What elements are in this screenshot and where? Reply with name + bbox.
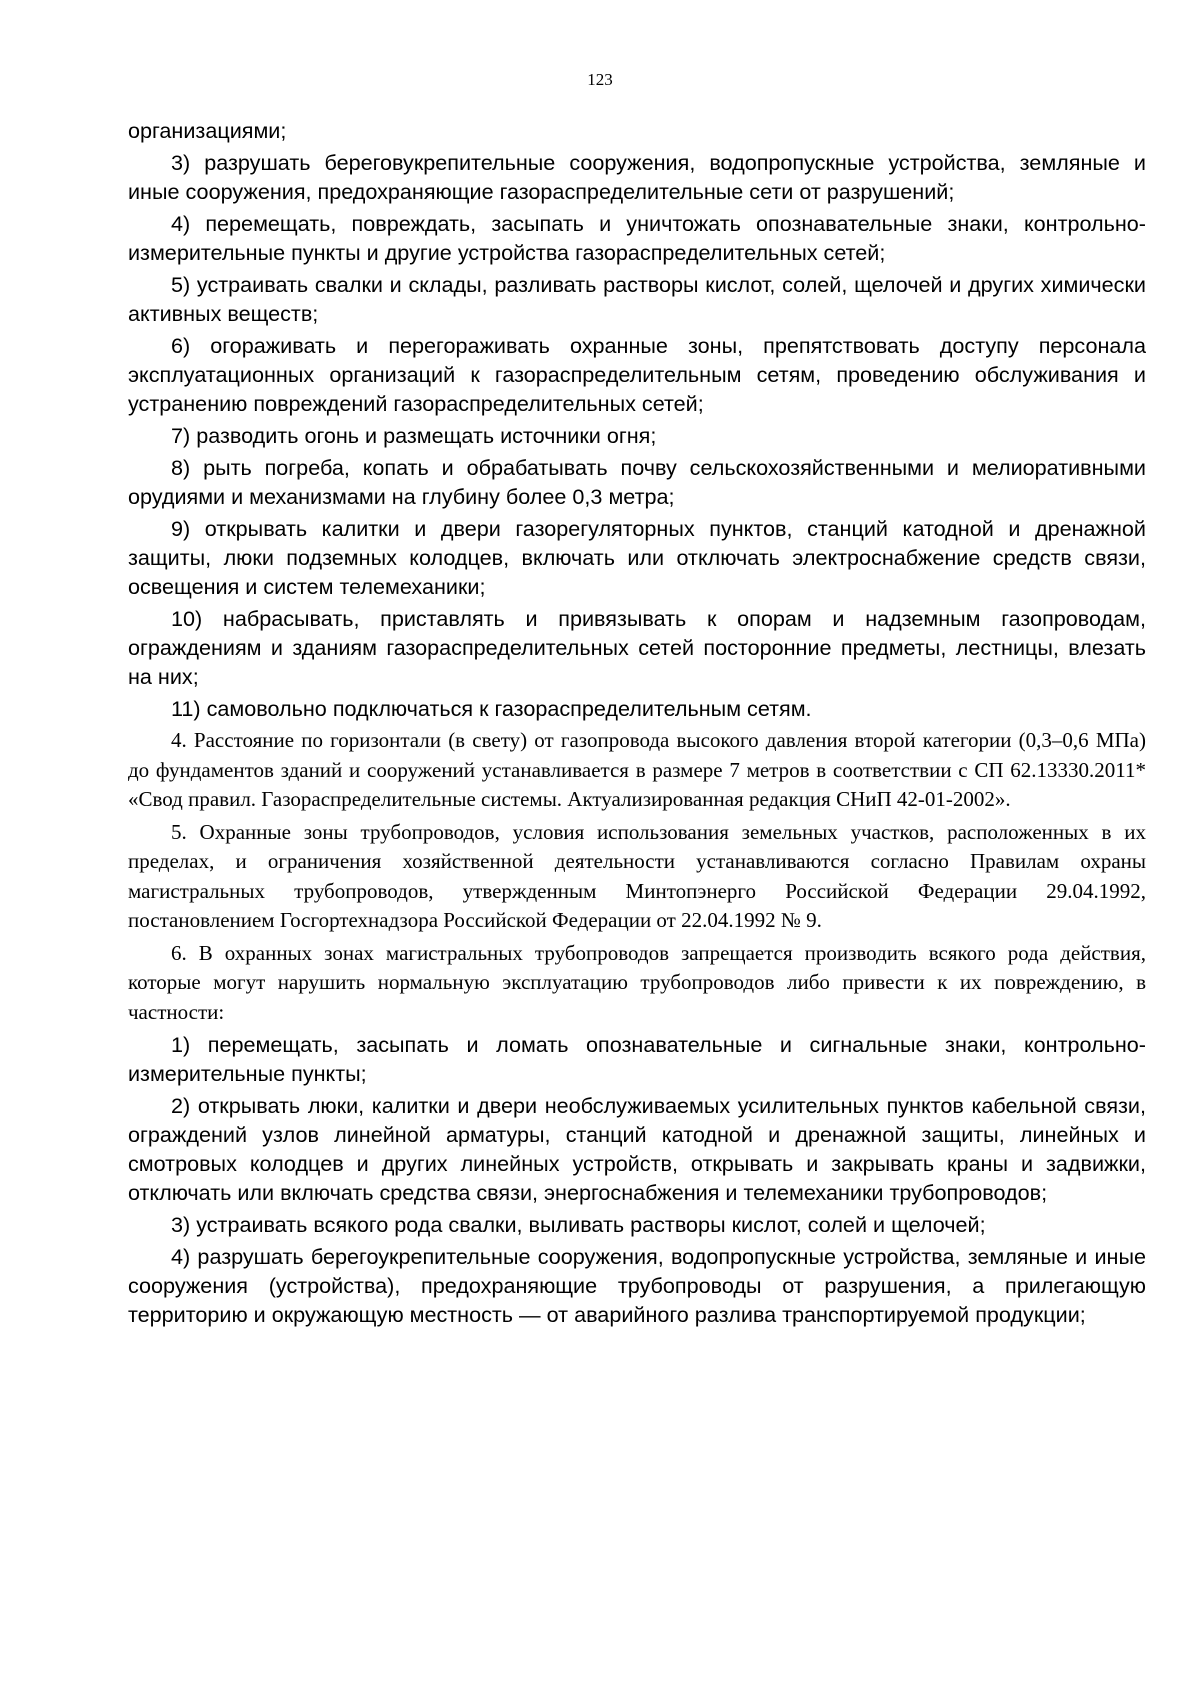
paragraph: 3) устраивать всякого рода свалки, выливать растворы кислот, солей и щелочей; (171, 1212, 986, 1237)
paragraph: 9) открывать калитки и двери газорегуляторных пунктов, станций катодной и дренажной защиты, люки подземных колодцев, включать или отключать электроснабжение средств связи, освещения и систем телемеханики; (128, 516, 1146, 599)
paragraph: 3) разрушать береговукрепительные сооружения, водопропускные устройства, земляные и иные сооружения, предохраняющие газораспределительные сети от разрушений; (128, 150, 1146, 204)
paragraph: 4) перемещать, повреждать, засыпать и уничтожать опознавательные знаки, контрольно-измерительные пункты и другие устройства газораспределительных сетей; (128, 211, 1146, 265)
paragraph: организациями; (128, 118, 287, 143)
paragraph: 4) разрушать берегоукрепительные сооружения, водопропускные устройства, земляные и иные сооружения (устройства), предохраняющие трубопроводы от разрушения, а прилегающую территорию и окружающую местность — от аварийного разлива транспортируемой продукции; (128, 1244, 1146, 1327)
paragraph: 4. Расстояние по горизонтали (в свету) от газопровода высокого давления второй категории (0,3–0,6 МПа) до фундаментов зданий и сооружений устанавливается в размере 7 метров в соответствии с СП 62.13330.2011* «Свод правил. Газораспределительные системы. Актуализированная редакция СНиП 42-01-2002». (128, 728, 1146, 811)
page-number: 123 (587, 70, 613, 89)
paragraph: 6) огораживать и перегораживать охранные зоны, препятствовать доступу персонала эксплуатационных организаций к газораспределительным сетям, проведению обслуживания и устранению повреждений газораспределительных сетей; (128, 333, 1146, 416)
paragraph: 7) разводить огонь и размещать источники огня; (171, 423, 657, 448)
document-body (128, 116, 1146, 1332)
paragraph: 5) устраивать свалки и склады, разливать растворы кислот, солей, щелочей и других химически активных веществ; (128, 272, 1146, 326)
paragraph: 8) рыть погреба, копать и обрабатывать почву сельскохозяйственными и мелиоративными орудиями и механизмами на глубину более 0,3 метра; (128, 455, 1146, 509)
paragraph: 1) перемещать, засыпать и ломать опознавательные и сигнальные знаки, контрольно-измерительные пункты; (128, 1032, 1146, 1086)
paragraph: 10) набрасывать, приставлять и привязывать к опорам и надземным газопроводам, ограждениям и зданиям газораспределительных сетей посторонние предметы, лестницы, влезать на них; (128, 606, 1146, 689)
paragraph: 5. Охранные зоны трубопроводов, условия использования земельных участков, расположенных в их пределах, и ограничения хозяйственной деятельности устанавливаются согласно Правилам охраны магистральных трубопроводов, утвержденным Минтопэнерго Российской Федерации 29.04.1992, постановлением Госгортехнадзора Российской Федерации от 22.04.1992 № 9. (128, 819, 1146, 932)
paragraph: 11) самовольно подключаться к газораспределительным сетям. (171, 696, 812, 721)
paragraph: 2) открывать люки, калитки и двери необслуживаемых усилительных пунктов кабельной связи, ограждений узлов линейной арматуры, станций катодной и дренажной защиты, линейных и смотровых колодцев и других линейных устройств, открывать и закрывать краны и задвижки, отключать или включать средства связи, энергоснабжения и телемеханики трубопроводов; (128, 1093, 1146, 1205)
paragraph: 6. В охранных зонах магистральных трубопроводов запрещается производить всякого рода действия, которые могут нарушить нормальную эксплуатацию трубопроводов либо привести к их повреждению, в частности: (128, 940, 1146, 1024)
